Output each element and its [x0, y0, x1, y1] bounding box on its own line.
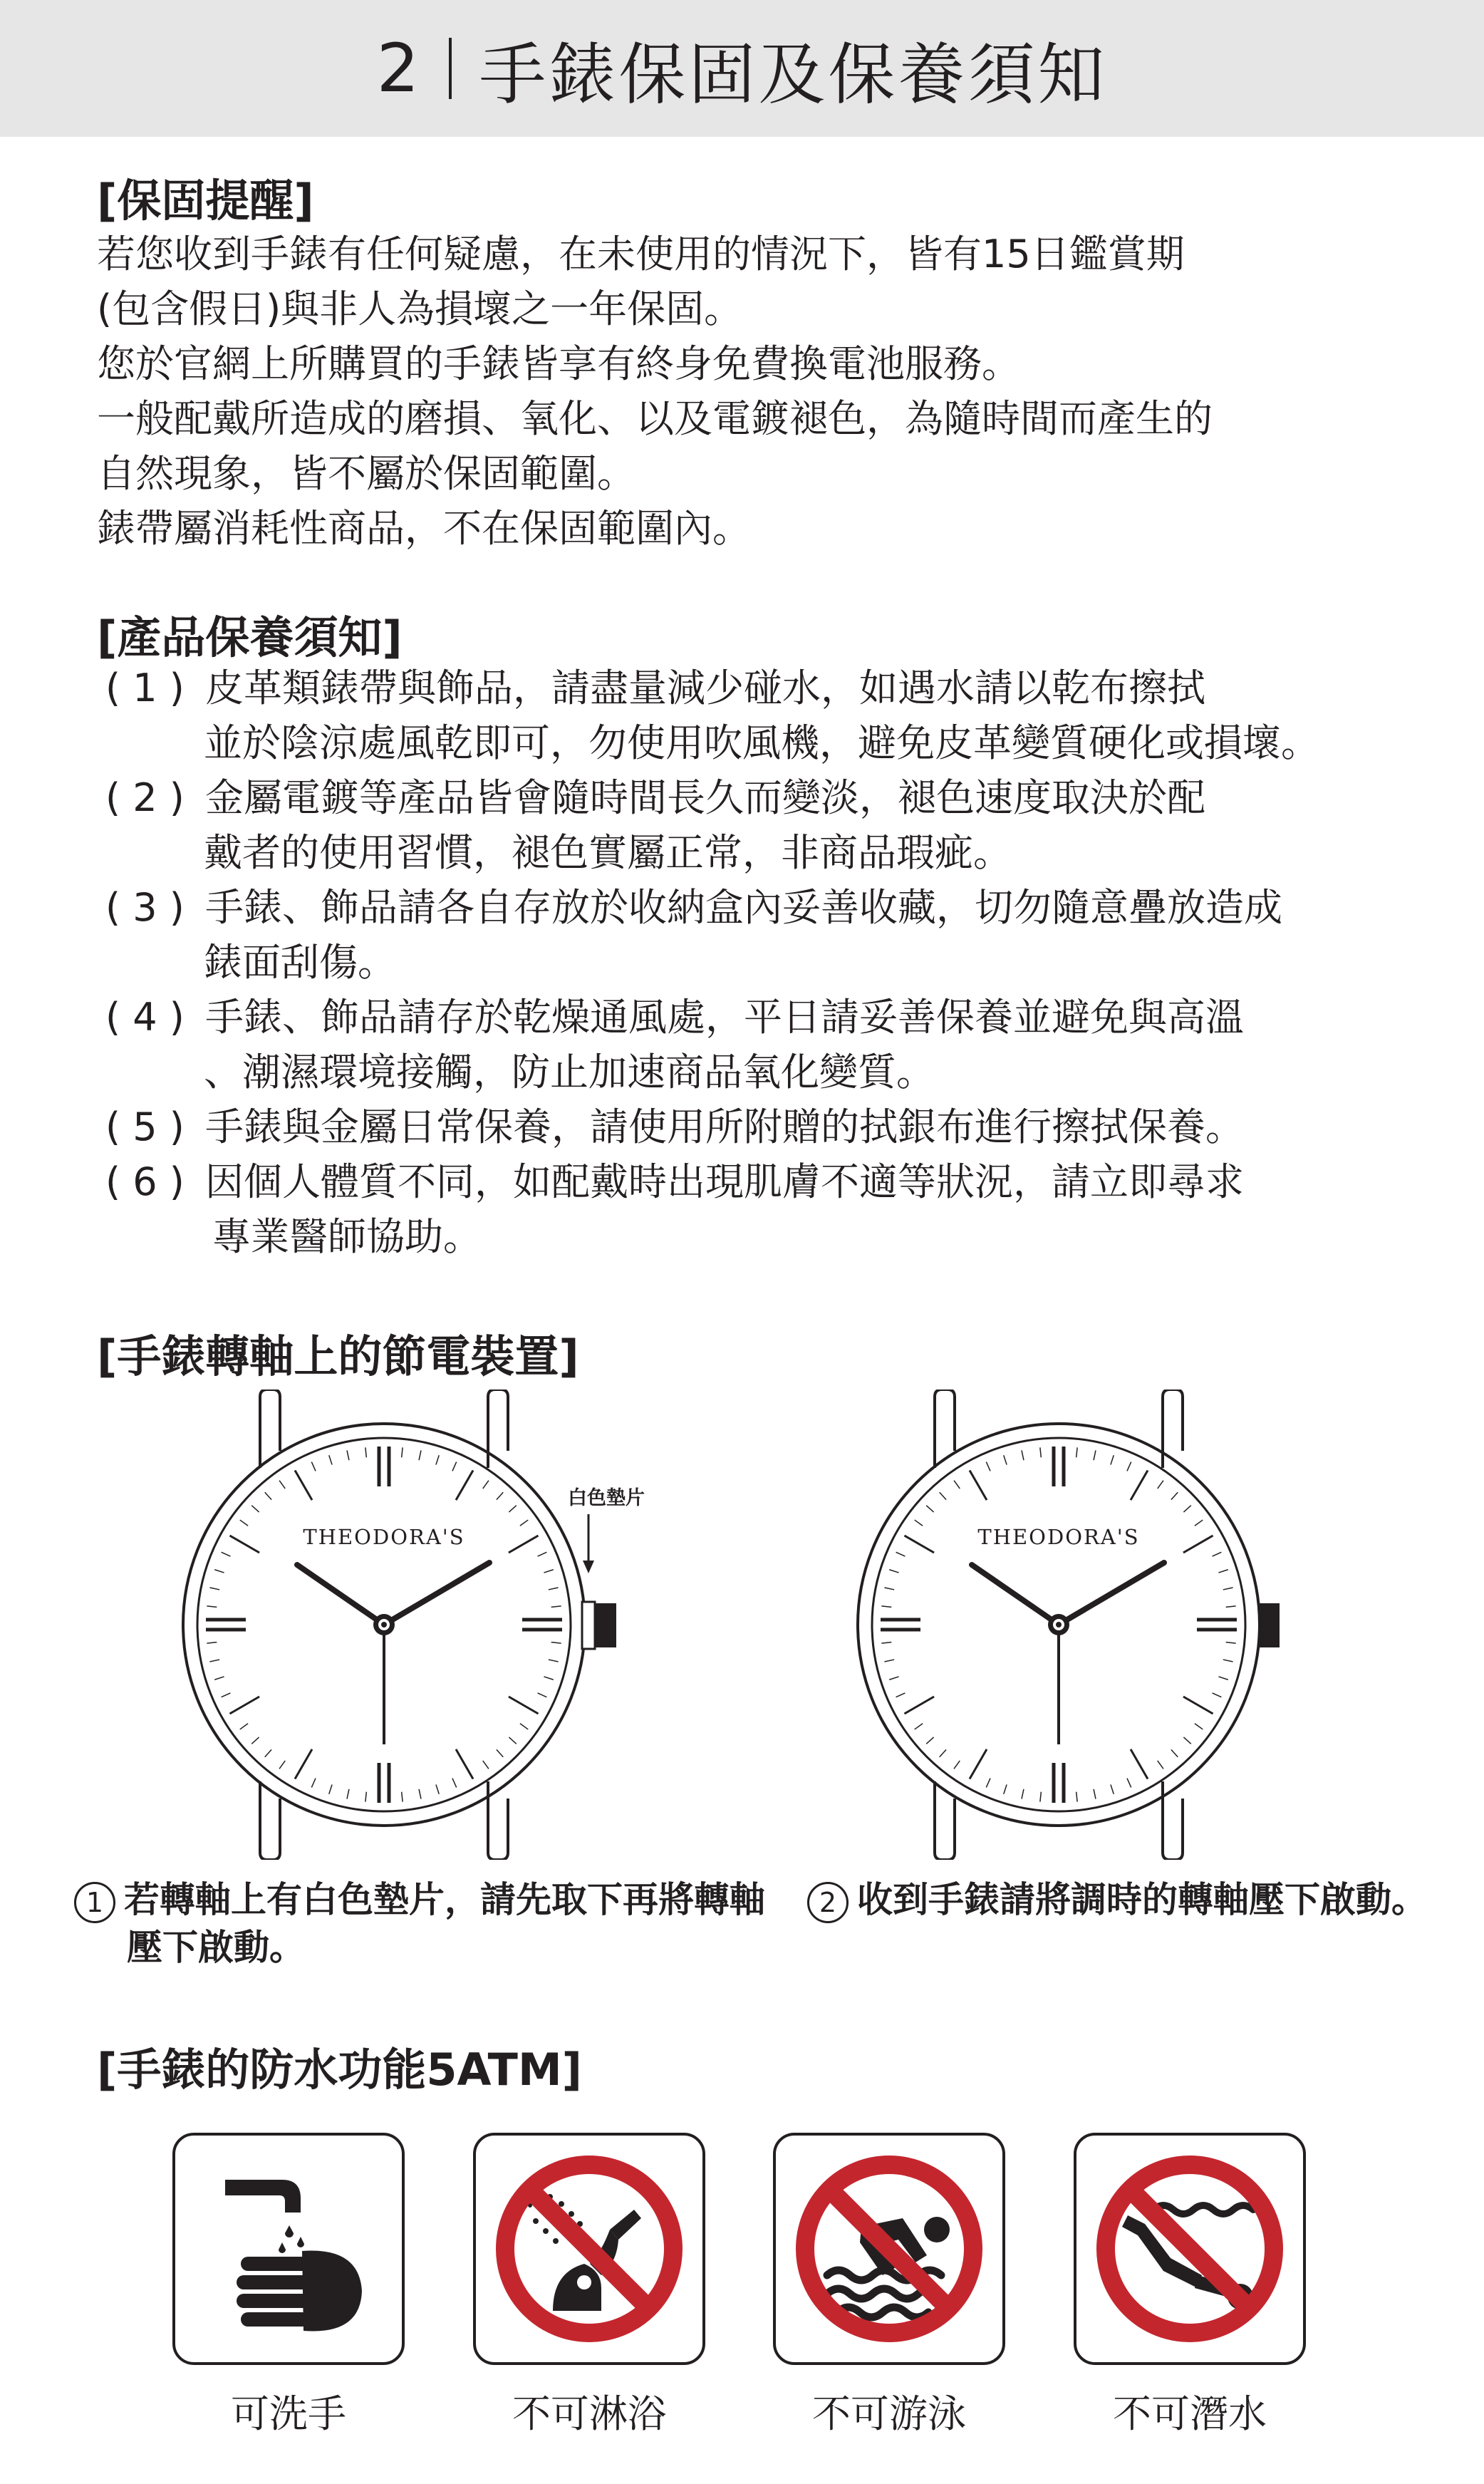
dial-tick: [904, 1697, 934, 1714]
dial-tick: [1158, 1481, 1163, 1489]
dial-tick: [1158, 1761, 1163, 1769]
warranty-line: 錶帶屬消耗性商品，不在保固範圍內。: [97, 506, 751, 551]
dial-tick: [311, 1462, 316, 1471]
care-item: [105, 1099, 1244, 1154]
dial-tick: [1076, 1447, 1077, 1457]
no-swimming-icon: [776, 2136, 1002, 2362]
dial-tick: [452, 1779, 457, 1788]
dial-tick: [1195, 1520, 1203, 1526]
dial-tick: [497, 1492, 503, 1499]
dial-tick: [419, 1789, 421, 1799]
dial-tick: [1223, 1588, 1233, 1590]
care-item-text: 因個人體質不同，如配戴時出現肌膚不適等狀況，請立即尋求: [205, 1159, 1244, 1204]
dial-tick: [538, 1552, 547, 1556]
dial-tick: [329, 1455, 332, 1464]
care-item: [105, 1154, 1244, 1209]
care-item-continuation: 、潮濕環境接觸，防止加速商品氧化變質。: [204, 1050, 935, 1094]
dial-tick: [509, 1697, 539, 1714]
care-item: [105, 880, 1282, 935]
dial-tick: [940, 1492, 946, 1499]
dial-tick: [222, 1552, 231, 1556]
dial-tick: [986, 1462, 990, 1471]
dial-tick: [549, 1588, 559, 1590]
dial-tick: [419, 1450, 421, 1460]
no-shower-label: 不可淋浴: [512, 2391, 666, 2436]
care-item-continuation: 錶面刮傷。: [204, 940, 396, 985]
dial-tick: [1111, 1455, 1114, 1464]
dial-tick: [265, 1749, 271, 1756]
step-1-number: 1: [74, 1882, 115, 1923]
care-item-text: 金屬電鍍等產品皆會隨時間長久而變淡，褪色速度取決於配: [205, 775, 1205, 820]
care-item-text: 皮革類錶帶與飾品，請盡量減少碰水，如遇水請以乾布擦拭: [205, 666, 1205, 710]
dial-tick: [436, 1784, 439, 1794]
care-item-continuation: 專業醫師協助。: [212, 1214, 482, 1259]
dial-tick: [222, 1693, 231, 1697]
no-swimming-card: [773, 2133, 1005, 2365]
care-item-number: ( 4 ): [105, 995, 185, 1040]
dial-tick: [954, 1481, 960, 1489]
step-2-caption: [807, 1876, 1427, 1923]
section-title: 手錶保固及保養須知: [479, 36, 1108, 114]
dial-tick: [347, 1789, 349, 1799]
warranty-heading: [保固提醒]: [97, 175, 314, 227]
dial-tick: [538, 1693, 547, 1697]
dial-tick: [926, 1737, 933, 1744]
dial-tick: [896, 1552, 906, 1556]
dial-tick: [1127, 1779, 1131, 1788]
dial-tick: [1213, 1552, 1222, 1556]
dial-tick: [214, 1677, 224, 1680]
dial-tick: [452, 1462, 457, 1471]
dial-tick: [889, 1677, 898, 1680]
dial-tick: [1076, 1792, 1077, 1802]
dial-tick: [295, 1749, 312, 1779]
dial-tick: [1226, 1606, 1236, 1607]
dial-tick: [279, 1481, 285, 1489]
dial-tick: [509, 1536, 539, 1553]
waterproof-heading: [手錶的防水功能5ATM]: [97, 2044, 582, 2096]
care-item-text: 手錶、飾品請存於乾燥通風處，平日請妥善保養並避免與高溫: [205, 995, 1244, 1040]
dial-tick: [483, 1761, 489, 1769]
dial-tick: [329, 1784, 332, 1794]
title-divider: [449, 38, 452, 99]
dial-tick: [1223, 1660, 1233, 1662]
dial-tick: [1111, 1784, 1114, 1794]
care-item-text: 手錶、飾品請各自存放於收納盒內妥善收藏，切勿隨意疊放造成: [205, 885, 1282, 930]
dial-tick: [509, 1737, 516, 1744]
dial-tick: [1040, 1792, 1041, 1802]
dial-tick: [1022, 1450, 1024, 1460]
dial-tick: [551, 1642, 561, 1643]
dial-tick: [497, 1749, 503, 1756]
dial-tick: [1171, 1749, 1178, 1756]
dial-tick: [954, 1761, 960, 1769]
no-swimming-label: 不可游泳: [812, 2391, 966, 2436]
dial-tick: [1004, 1455, 1007, 1464]
dial-tick: [544, 1570, 553, 1573]
dial-tick: [884, 1588, 894, 1590]
dial-tick: [1094, 1789, 1096, 1799]
dial-tick: [1183, 1536, 1213, 1553]
dial-tick: [279, 1761, 285, 1769]
dial-tick: [1183, 1506, 1190, 1512]
dial-tick: [1094, 1450, 1096, 1460]
no-diving-icon: [1076, 2136, 1303, 2362]
dial-tick: [402, 1447, 403, 1457]
watch-with-pad-illustration: [167, 1390, 652, 1860]
dial-tick: [904, 1536, 934, 1553]
dial-tick: [1131, 1749, 1148, 1779]
section-number: 2: [376, 29, 422, 108]
dial-tick: [926, 1506, 933, 1512]
care-item: [105, 770, 1205, 825]
dial-tick: [940, 1749, 946, 1756]
warranty-line: 一般配戴所造成的磨損、氧化、以及電鍍褪色，為隨時間而產生的: [97, 396, 1213, 441]
hand-wash-icon: [175, 2136, 402, 2362]
brand-logo-text: THEODORA'S: [303, 1525, 465, 1549]
dial-tick: [549, 1660, 559, 1662]
dial-tick: [456, 1749, 473, 1779]
care-item-continuation: 並於陰涼處風乾即可，勿使用吹風機，避免皮革變質硬化或損壞。: [204, 720, 1319, 765]
dial-tick: [1040, 1447, 1041, 1457]
dial-tick: [915, 1724, 923, 1729]
dial-tick: [1171, 1492, 1178, 1499]
dial-tick: [889, 1570, 898, 1573]
dial-tick: [207, 1606, 217, 1607]
step-1-continuation: 壓下啟動。: [127, 1927, 305, 1968]
care-item: [105, 990, 1244, 1045]
dial-tick: [881, 1642, 891, 1643]
dial-tick: [884, 1660, 894, 1662]
dial-tick: [229, 1697, 259, 1714]
dial-tick: [311, 1779, 316, 1788]
dial-tick: [1004, 1784, 1007, 1794]
dial-tick: [1218, 1677, 1228, 1680]
care-item-number: ( 1 ): [105, 666, 185, 710]
dial-tick: [1022, 1789, 1024, 1799]
dial-tick: [1131, 1470, 1148, 1500]
page-title: [0, 0, 1484, 137]
dial-tick: [509, 1506, 516, 1512]
care-item: [105, 661, 1205, 715]
dial-tick: [402, 1792, 403, 1802]
warranty-line: 您於官網上所購買的手錶皆享有終身免費換電池服務。: [97, 341, 1020, 386]
step-1-text: 若轉軸上有白色墊片，請先取下再將轉軸: [124, 1879, 765, 1920]
dial-tick: [365, 1792, 366, 1802]
brand-logo-text: THEODORA'S: [977, 1525, 1140, 1549]
watch-pressed-illustration: [842, 1390, 1327, 1860]
dial-tick: [207, 1642, 217, 1643]
dial-tick: [881, 1606, 891, 1607]
dial-tick: [251, 1506, 259, 1512]
warranty-line: (包含假日)與非人為損壞之一年保固。: [97, 286, 743, 331]
dial-tick: [436, 1455, 439, 1464]
dial-tick: [265, 1492, 271, 1499]
dial-tick: [1218, 1570, 1228, 1573]
no-diving-label: 不可潛水: [1113, 2391, 1267, 2436]
warranty-line: 自然現象，皆不屬於保固範圍。: [97, 451, 635, 496]
dial-tick: [970, 1470, 987, 1500]
care-item-number: ( 5 ): [105, 1104, 185, 1149]
dial-tick: [229, 1536, 259, 1553]
dial-tick: [240, 1724, 248, 1729]
no-shower-icon: [476, 2136, 702, 2362]
dial-tick: [209, 1588, 219, 1590]
dial-tick: [551, 1606, 561, 1607]
care-item-number: ( 2 ): [105, 775, 185, 820]
dial-tick: [970, 1749, 987, 1779]
dial-tick: [520, 1520, 528, 1526]
step-1-caption: [74, 1876, 765, 1923]
dial-tick: [520, 1724, 528, 1729]
white-pad-label: 白色墊片: [568, 1487, 645, 1509]
dial-tick: [483, 1481, 489, 1489]
dial-tick: [1183, 1737, 1190, 1744]
care-item-continuation: 戴者的使用習慣，褪色實屬正常，非商品瑕疵。: [204, 830, 1012, 875]
dial-tick: [456, 1470, 473, 1500]
no-shower-card: [473, 2133, 705, 2365]
dial-tick: [1195, 1724, 1203, 1729]
step-2-number: 2: [807, 1882, 849, 1923]
step-2-text: 收到手錶請將調時的轉軸壓下啟動。: [857, 1879, 1427, 1920]
crown-heading: [手錶轉軸上的節電裝置]: [97, 1330, 579, 1382]
dial-tick: [1213, 1693, 1222, 1697]
hand-wash-card: [172, 2133, 405, 2365]
no-diving-card: [1074, 2133, 1306, 2365]
hand-wash-label: 可洗手: [231, 2391, 346, 2436]
care-item-number: ( 6 ): [105, 1159, 185, 1204]
care-heading: [產品保養須知]: [97, 611, 403, 663]
dial-tick: [240, 1520, 248, 1526]
dial-tick: [896, 1693, 906, 1697]
dial-tick: [1183, 1697, 1213, 1714]
dial-tick: [295, 1470, 312, 1500]
warranty-line: 若您收到手錶有任何疑慮，在未使用的情況下，皆有15日鑑賞期: [97, 232, 1185, 276]
dial-tick: [544, 1677, 553, 1680]
dial-tick: [986, 1779, 990, 1788]
dial-tick: [365, 1447, 366, 1457]
dial-tick: [347, 1450, 349, 1460]
dial-tick: [1226, 1642, 1236, 1643]
care-item-text: 手錶與金屬日常保養，請使用所附贈的拭銀布進行擦拭保養。: [205, 1104, 1244, 1149]
dial-tick: [1127, 1462, 1131, 1471]
dial-tick: [251, 1737, 259, 1744]
care-item-number: ( 3 ): [105, 885, 185, 930]
dial-tick: [214, 1570, 224, 1573]
dial-tick: [209, 1660, 219, 1662]
dial-tick: [915, 1520, 923, 1526]
